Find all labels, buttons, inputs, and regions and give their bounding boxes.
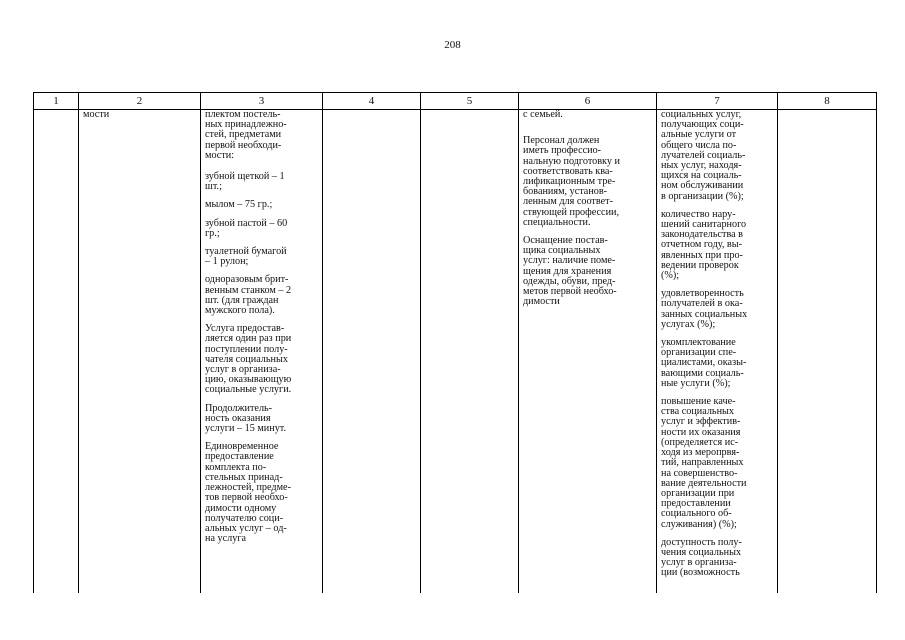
col3-para: плектом постель- ных принадлежно- стей, предметами первой необходи- мости:: [205, 109, 287, 161]
cell-col1: [34, 110, 79, 594]
cell-col3: [201, 110, 323, 594]
column-header-2: 2: [79, 93, 201, 110]
column-number-row: [34, 93, 877, 110]
column-header-7: 7: [657, 93, 778, 110]
column-header-4: 4: [323, 93, 421, 110]
col3-para: зубной пастой – 60 гр.;: [205, 217, 288, 239]
col6-para: с семьей.: [523, 109, 563, 120]
table-row: [34, 110, 877, 594]
col7-para: повышение каче- ства социальных услуг и эффектив- ности их оказания (определяется ис- ходя из меропрвя- тий, направленных на совершенство- вание деятельности организации при предоставлении социального об- служивания) (%);: [661, 396, 747, 530]
col3-para: одноразовым брит- венным станком – 2 шт. (для граждан мужского пола).: [205, 274, 292, 317]
col6-para: Персонал должен иметь профессио- нальную подготовку и соответствовать ква- лификационным тре- бованиям, установ- ленным для соответ- ствующей профессии, специальности.: [523, 135, 620, 228]
cell-col4: [323, 110, 421, 594]
column-header-3: 3: [201, 93, 323, 110]
col7-para: социальных услуг, получающих соци- альные услуги от общего числа по- лучателей социаль- ных услуг, находя- щихся на социаль- ном обслуживании в организации (%);: [661, 109, 746, 202]
cell-col6: [519, 110, 657, 594]
col2-text: мости: [83, 109, 110, 120]
column-header-8: 8: [778, 93, 877, 110]
services-table: [33, 92, 877, 593]
cell-col8: [778, 110, 877, 594]
col6-para: Оснащение постав- щика социальных услуг: наличие поме- щения для хранения одежды, обуви, пред- метов первой необхо- димости: [523, 235, 617, 308]
page-number: 208: [444, 39, 461, 51]
col3-para: зубной щеткой – 1 шт.;: [205, 171, 285, 193]
column-header-1: 1: [34, 93, 79, 110]
cell-col5: [421, 110, 519, 594]
col3-para: мылом – 75 гр.;: [205, 199, 273, 211]
cell-col2: [79, 110, 201, 594]
column-header-6: 6: [519, 93, 657, 110]
col3-para: Единовременное предоставление комплекта по- стельных принад- лежностей, предме- тов первой необхо- димости одному получателю соци- альных услуг – од- на услуга: [205, 441, 291, 545]
col3-para: Услуга предостав- ляется один раз при поступлении полу- чателя социальных услуг в организа- цию, оказывающую социальные услуги.: [205, 323, 292, 396]
col7-para: количество нару- шений санитарного законодательства в отчетном году, вы- явленных при про- ведении проверок (%);: [661, 208, 747, 282]
col7-para: укомплектование организации спе- циалистами, оказы- вающими социаль- ные услуги (%);: [661, 337, 747, 389]
col7-para: удовлетворенность получателей в ока- занных социальных услугах (%);: [661, 288, 748, 330]
col7-para: доступность полу- чения социальных услуг в организа- ции (возможность: [661, 536, 742, 579]
column-header-5: 5: [421, 93, 519, 110]
col3-para: туалетной бумагой – 1 рулон;: [205, 246, 287, 268]
col3-para: Продолжитель- ность оказания услуги – 15 минут.: [205, 402, 287, 435]
cell-col7: [657, 110, 778, 594]
